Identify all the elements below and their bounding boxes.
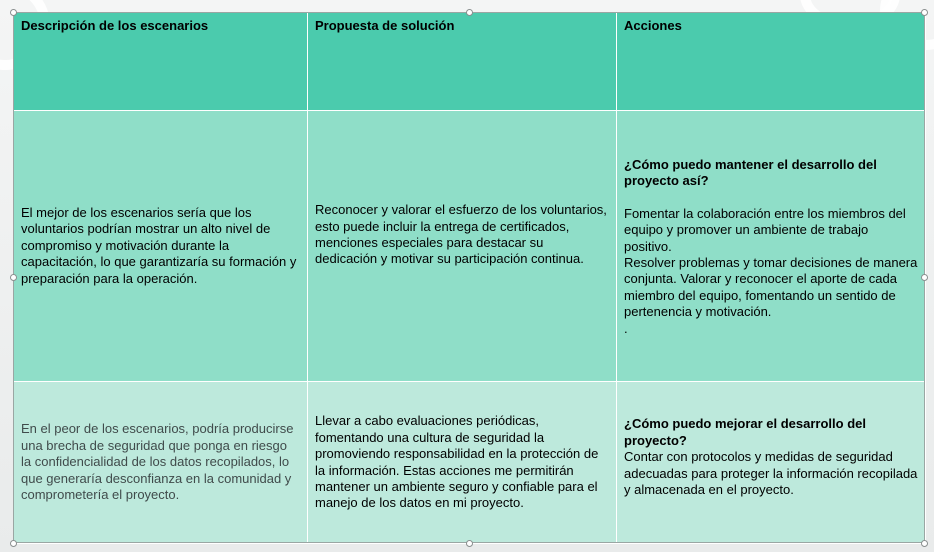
- resize-handle-bottom-right[interactable]: [921, 540, 928, 547]
- best-scenario-solution[interactable]: Reconocer y valorar el esfuerzo de los voluntarios, esto puede incluir la entrega de certificados, menciones especiales para destacar su dedicación y motivar su participación continua.: [308, 111, 617, 382]
- action-text: .: [624, 320, 628, 336]
- action-text: Fomentar la colaboración entre los miembros del equipo y promover un ambiente de trabajo positivo.: [624, 205, 906, 254]
- resize-handle-bottom[interactable]: [466, 540, 473, 547]
- resize-handle-top-right[interactable]: [921, 9, 928, 16]
- header-actions[interactable]: Acciones: [617, 13, 926, 111]
- resize-handle-left[interactable]: [10, 274, 17, 281]
- worst-scenario-solution[interactable]: Llevar a cabo evaluaciones periódicas, fomentando una cultura de seguridad la promoviendo responsabilidad en la protección de la información. Estas acciones me permitirán mantener un ambiente seguro y confiable para el manejo de los datos en mi proyecto.: [308, 382, 617, 544]
- header-solution[interactable]: Propuesta de solución: [308, 13, 617, 111]
- resize-handle-bottom-left[interactable]: [10, 540, 17, 547]
- action-question: ¿Cómo puedo mantener el desarrollo del proyecto así?: [624, 156, 877, 189]
- selection-frame: [13, 12, 925, 543]
- resize-handle-right[interactable]: [921, 274, 928, 281]
- best-scenario-description[interactable]: El mejor de los escenarios sería que los voluntarios podrían mostrar un alto nivel de compromiso y motivación durante la capacitación, lo que garantizaría su formación y preparación para la operación.: [14, 111, 308, 382]
- resize-handle-top[interactable]: [466, 9, 473, 16]
- worst-scenario-description[interactable]: En el peor de los escenarios, podría producirse una brecha de seguridad que ponga en riesgo la confidencialidad de los datos recopilados, lo que generaría desconfianza en la comunidad y comprometería el proyecto.: [14, 382, 308, 544]
- action-text: Contar con protocolos y medidas de seguridad adecuadas para proteger la información recopilada y almacenada en el proyecto.: [624, 449, 918, 498]
- action-text: Resolver problemas y tomar decisiones de manera conjunta. Valorar y reconocer el aporte de cada miembro del equipo, fomentando un sentido de pertenencia y motivación.: [624, 255, 918, 320]
- header-description[interactable]: Descripción de los escenarios: [14, 13, 308, 111]
- resize-handle-top-left[interactable]: [10, 9, 17, 16]
- action-question: ¿Cómo puedo mejorar el desarrollo del proyecto?: [624, 416, 866, 448]
